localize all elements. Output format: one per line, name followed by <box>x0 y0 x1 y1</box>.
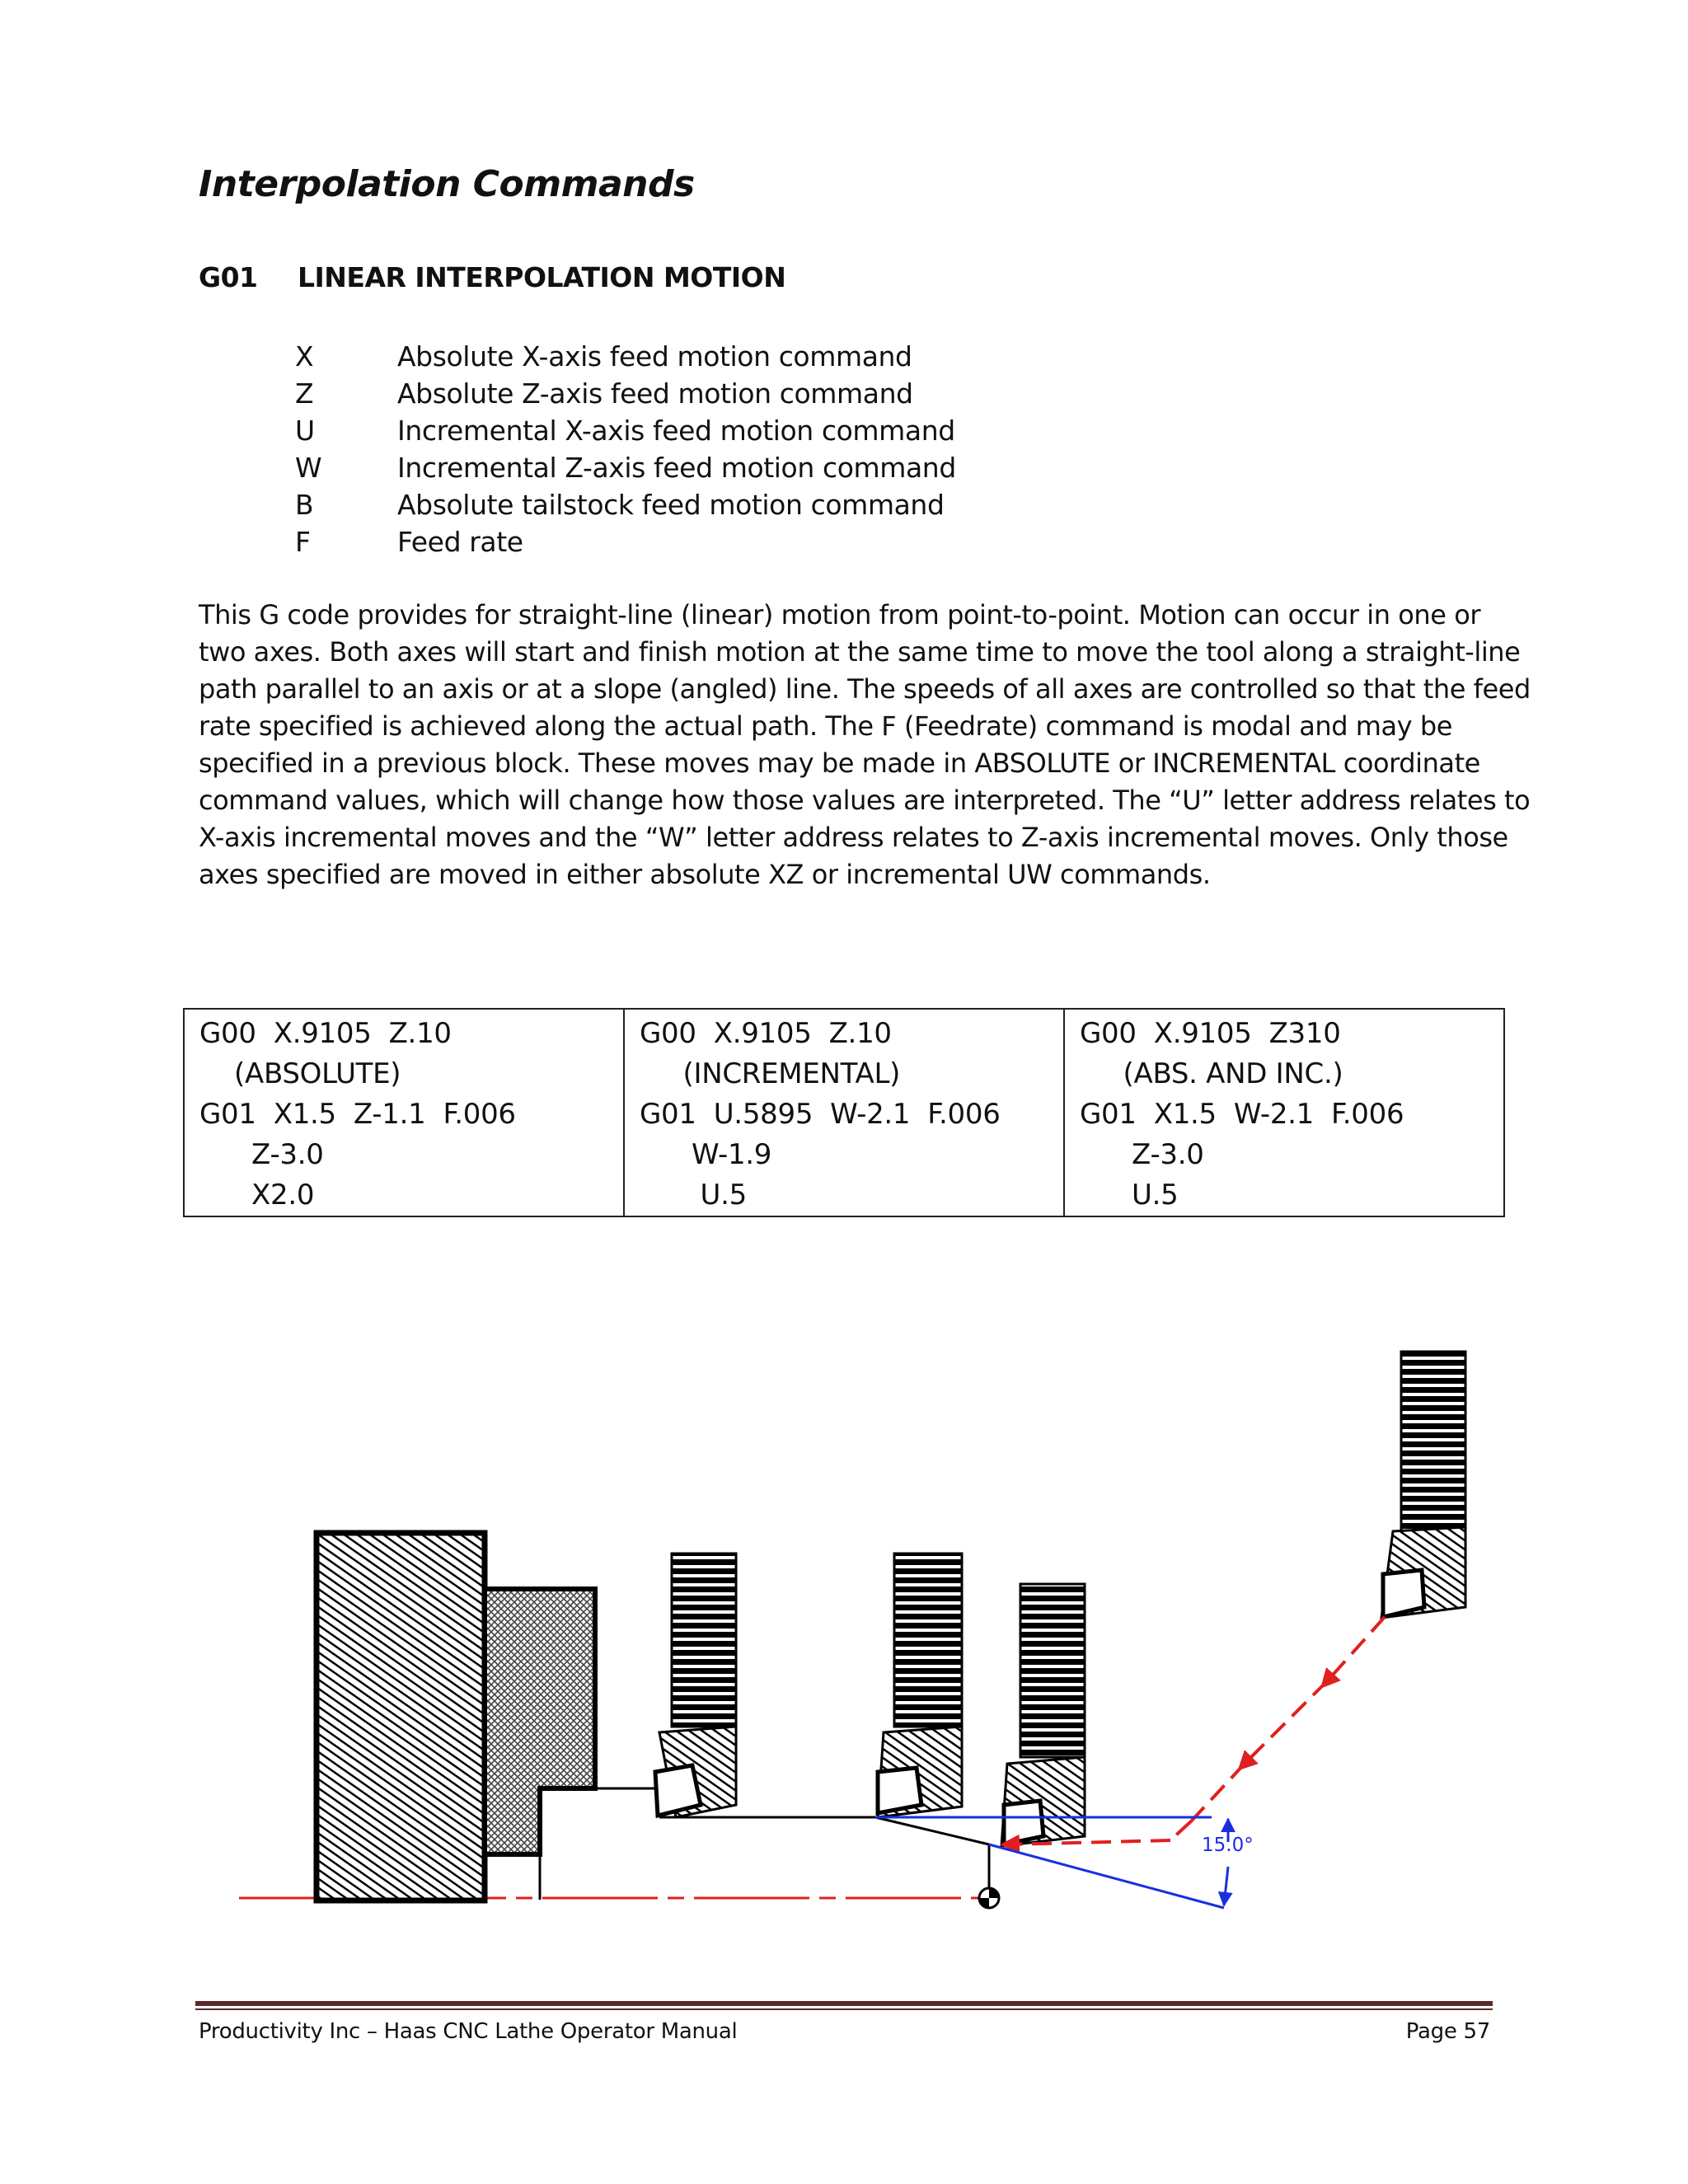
footer-rule <box>195 2008 1493 2010</box>
param-row <box>295 486 956 523</box>
section-heading <box>199 261 785 293</box>
code-cell-absolute <box>184 1009 624 1216</box>
param-letter: B <box>295 489 314 521</box>
param-letter: Z <box>295 377 314 410</box>
paragraph-line: X-axis incremental moves and the “W” letter address relates to Z-axis incremental moves. Only those <box>199 822 1508 853</box>
code-line: G00 X.9105 Z310 <box>1080 1017 1341 1050</box>
param-letter: F <box>295 526 311 558</box>
param-letter: W <box>295 452 322 484</box>
param-desc: Feed rate <box>397 526 523 558</box>
dimension-line <box>989 1844 1224 1908</box>
rapid-path-segment <box>1191 1764 1245 1821</box>
code-cell-abs-and-inc <box>1064 1009 1504 1216</box>
param-row <box>295 412 956 449</box>
param-row <box>295 523 956 560</box>
code-line: (INCREMENTAL) <box>640 1057 901 1090</box>
code-line: W-1.9 <box>640 1138 772 1171</box>
param-desc: Absolute X-axis feed motion command <box>397 340 912 373</box>
footer-rule <box>195 2001 1493 2006</box>
description-paragraph <box>199 597 1550 893</box>
rapid-path-segment <box>1170 1821 1191 1840</box>
param-letter: X <box>295 340 314 373</box>
paragraph-line: command values, which will change how those values are interpreted. The “U” letter address relates to <box>199 785 1531 816</box>
param-row <box>295 449 956 486</box>
code-line: (ABS. AND INC.) <box>1080 1057 1343 1090</box>
param-desc: Absolute tailstock feed motion command <box>397 489 945 521</box>
footer-title: Productivity Inc – Haas CNC Lathe Operator Manual <box>199 2019 738 2044</box>
code-line: X2.0 <box>199 1179 315 1212</box>
paragraph-line: This G code provides for straight-line (linear) motion from point-to-point. Motion can occur in one or <box>199 599 1481 630</box>
code-line: G00 X.9105 Z.10 <box>199 1017 452 1050</box>
param-row <box>295 375 956 412</box>
rapid-path-segment <box>1245 1681 1327 1764</box>
code-line: Z-3.0 <box>199 1138 324 1171</box>
code-cell-incremental <box>624 1009 1064 1216</box>
code-example-table <box>183 1008 1505 1217</box>
paragraph-line: rate specified is achieved along the actual path. The F (Feedrate) command is modal and may be <box>199 710 1452 742</box>
param-desc: Absolute Z-axis feed motion command <box>397 377 913 410</box>
param-desc: Incremental X-axis feed motion command <box>397 415 955 447</box>
param-row <box>295 338 956 375</box>
code-line: (ABSOLUTE) <box>199 1057 401 1090</box>
chuck-body <box>316 1533 485 1900</box>
paragraph-line: specified in a previous block. These moves may be made in ABSOLUTE or INCREMENTAL coordinate <box>199 748 1480 779</box>
paragraph-line: path parallel to an axis or at a slope (angled) line. The speeds of all axes are controlled so that the feed <box>199 673 1531 705</box>
workpiece <box>485 1589 595 1854</box>
lathe-toolpath-diagram <box>0 1335 1688 1961</box>
parameter-list <box>295 338 956 560</box>
code-line: U.5 <box>640 1179 747 1212</box>
tool-2 <box>878 1554 962 1817</box>
paragraph-line: two axes. Both axes will start and finish motion at the same time to move the tool along a straight-line <box>199 636 1521 668</box>
dimension-arrow <box>1224 1867 1228 1905</box>
code-line: Z-3.0 <box>1080 1138 1204 1171</box>
tool-1 <box>655 1554 736 1817</box>
code-line: G01 X1.5 W-2.1 F.006 <box>1080 1098 1404 1131</box>
param-desc: Incremental Z-axis feed motion command <box>397 452 956 484</box>
page-number: Page 57 <box>1405 2019 1490 2044</box>
angle-label: 15.0° <box>1202 1835 1254 1856</box>
code-line: G01 X1.5 Z-1.1 F.006 <box>199 1098 516 1131</box>
section-title: LINEAR INTERPOLATION MOTION <box>298 261 786 293</box>
gcode-label: G01 <box>199 261 258 293</box>
tool-4 <box>1381 1352 1465 1618</box>
tool-3 <box>1001 1584 1085 1846</box>
rapid-path-segment <box>1327 1617 1385 1681</box>
origin-symbol <box>979 1888 999 1908</box>
taper-line <box>875 1817 989 1844</box>
paragraph-line: axes specified are moved in either absolute XZ or incremental UW commands. <box>199 859 1211 890</box>
code-line: U.5 <box>1080 1179 1179 1212</box>
param-letter: U <box>295 415 315 447</box>
page-title: Interpolation Commands <box>199 163 695 205</box>
code-line: G00 X.9105 Z.10 <box>640 1017 892 1050</box>
code-line: G01 U.5895 W-2.1 F.006 <box>640 1098 1001 1131</box>
